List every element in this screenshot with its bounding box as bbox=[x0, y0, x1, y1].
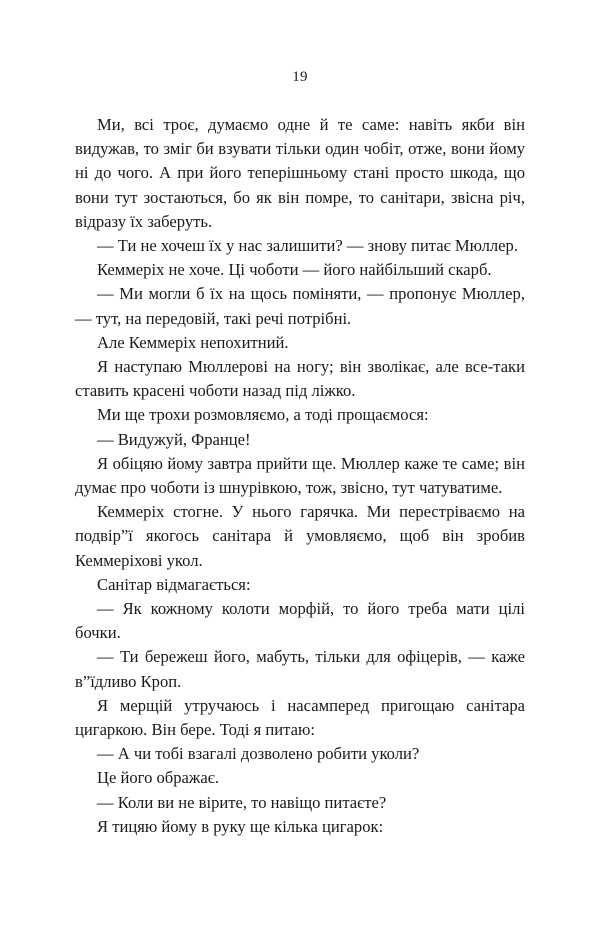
body-text bbox=[75, 113, 525, 839]
paragraph: Ми, всі троє, думаємо одне й те саме: навіть якби він видужав, то зміг би взувати тільки один чобіт, отже, вони йому ні до чого. А при його теперішньому стані просто шкода, що вони тут зостаються, бо як він помре, то санітари, звісна річ, відразу їх заберуть. bbox=[75, 115, 525, 231]
paragraph: — Ти бережеш його, мабуть, тільки для офіцерів, — каже в”їдливо Кроп. bbox=[75, 647, 525, 691]
paragraph: Санітар відмагається: bbox=[97, 574, 251, 594]
paragraph: Кеммеріх не хоче. Ці чоботи — його найбільший скарб. bbox=[97, 260, 492, 280]
paragraph: Ми ще трохи розмовляємо, а тоді прощаємося: bbox=[97, 405, 429, 425]
paragraph: — Коли ви не вірите, то навіщо питаєте? bbox=[97, 792, 387, 812]
paragraph: Я тицяю йому в руку ще кілька цигарок: bbox=[97, 816, 384, 836]
paragraph: — Як кожному колоти морфій, то його треба мати цілі бочки. bbox=[75, 599, 525, 643]
paragraph: — Ти не хочеш їх у нас залишити? — знову питає Мюллер. bbox=[97, 236, 518, 256]
paragraph: Кеммеріх стогне. У нього гарячка. Ми перестріваємо на подвір”ї якогось санітара й умовляємо, щоб він зробив Кеммеріхові укол. bbox=[75, 502, 525, 570]
paragraph: Але Кеммеріх непохитний. bbox=[97, 332, 289, 352]
paragraph: Я обіцяю йому завтра прийти ще. Мюллер каже те саме; він думає про чоботи із шнурівкою, тож, звісно, тут чатуватиме. bbox=[75, 453, 525, 498]
paragraph: Це його ображає. bbox=[97, 768, 220, 788]
paragraph: — Видужуй, Франце! bbox=[97, 429, 251, 449]
paragraph: Я наступаю Мюллерові на ногу; він зволікає, але все-таки ставить красені чоботи назад під ліжко. bbox=[75, 357, 525, 401]
paragraph: — А чи тобі взагалі дозволено робити уколи? bbox=[97, 744, 420, 764]
page-number: 19 bbox=[292, 69, 308, 85]
paragraph: Я мерщій утручаюсь і насамперед пригощаю санітара цигаркою. Він бере. Тоді я питаю: bbox=[75, 695, 525, 740]
paragraph: — Ми могли б їх на щось поміняти, — пропонує Мюллер, — тут, на передовій, такі речі потрібні. bbox=[75, 284, 525, 328]
